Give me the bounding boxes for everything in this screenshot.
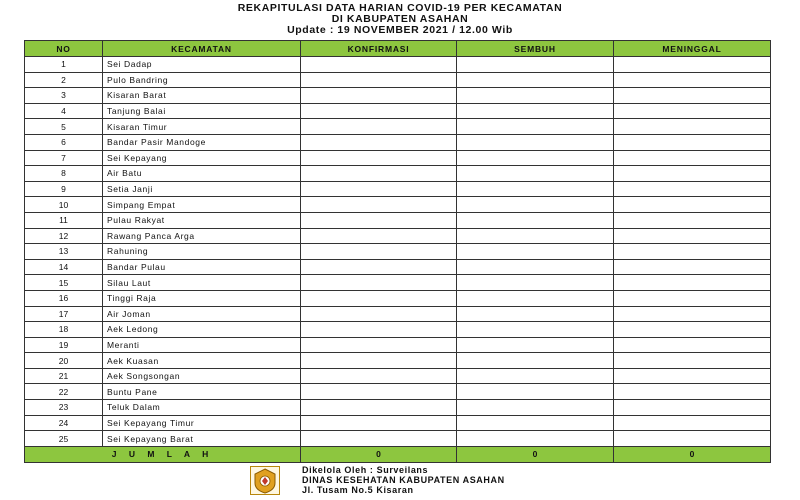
row-sembuh (457, 134, 614, 150)
row-meninggal (614, 57, 771, 73)
table-row (25, 306, 771, 322)
table-row (25, 197, 771, 213)
row-kecamatan: Bandar Pulau (103, 259, 301, 275)
table-row (25, 337, 771, 353)
row-sembuh (457, 353, 614, 369)
row-kecamatan: Setia Janji (103, 181, 301, 197)
row-konfirmasi (301, 290, 457, 306)
row-konfirmasi (301, 228, 457, 244)
row-no: 18 (25, 322, 103, 338)
row-konfirmasi (301, 197, 457, 213)
row-meninggal (614, 181, 771, 197)
row-sembuh (457, 72, 614, 88)
header-meninggal: MENINGGAL (614, 41, 771, 57)
total-sembuh: 0 (457, 446, 614, 462)
header-sembuh: SEMBUH (457, 41, 614, 57)
table-row (25, 275, 771, 291)
row-meninggal (614, 415, 771, 431)
row-konfirmasi (301, 88, 457, 104)
row-sembuh (457, 400, 614, 416)
row-konfirmasi (301, 275, 457, 291)
row-konfirmasi (301, 322, 457, 338)
row-meninggal (614, 290, 771, 306)
row-sembuh (457, 88, 614, 104)
row-kecamatan: Simpang Empat (103, 197, 301, 213)
row-no: 1 (25, 57, 103, 73)
row-meninggal (614, 368, 771, 384)
table-row (25, 290, 771, 306)
row-kecamatan: Sei Dadap (103, 57, 301, 73)
row-no: 11 (25, 212, 103, 228)
row-konfirmasi (301, 212, 457, 228)
row-kecamatan: Pulo Bandring (103, 72, 301, 88)
table-row (25, 119, 771, 135)
total-meninggal: 0 (614, 446, 771, 462)
row-kecamatan: Aek Ledong (103, 322, 301, 338)
row-meninggal (614, 400, 771, 416)
row-meninggal (614, 134, 771, 150)
row-meninggal (614, 72, 771, 88)
row-sembuh (457, 275, 614, 291)
row-sembuh (457, 119, 614, 135)
row-no: 22 (25, 384, 103, 400)
row-no: 6 (25, 134, 103, 150)
header-kecamatan: KECAMATAN (103, 41, 301, 57)
row-sembuh (457, 212, 614, 228)
row-no: 2 (25, 72, 103, 88)
row-konfirmasi (301, 134, 457, 150)
row-meninggal (614, 275, 771, 291)
row-kecamatan: Pulau Rakyat (103, 212, 301, 228)
footer-line-2: DINAS KESEHATAN KABUPATEN ASAHAN (302, 475, 505, 485)
header-no: NO (25, 41, 103, 57)
row-kecamatan: Bandar Pasir Mandoge (103, 134, 301, 150)
row-no: 16 (25, 290, 103, 306)
row-meninggal (614, 228, 771, 244)
row-sembuh (457, 337, 614, 353)
row-kecamatan: Tinggi Raja (103, 290, 301, 306)
row-konfirmasi (301, 244, 457, 260)
row-sembuh (457, 322, 614, 338)
row-no: 15 (25, 275, 103, 291)
table-row (25, 88, 771, 104)
table-header-row (25, 41, 771, 57)
row-konfirmasi (301, 353, 457, 369)
footer-text (302, 465, 505, 495)
table-row (25, 72, 771, 88)
row-sembuh (457, 384, 614, 400)
row-no: 3 (25, 88, 103, 104)
report-title (0, 3, 800, 36)
title-line-3: Update : 19 NOVEMBER 2021 / 12.00 Wib (287, 24, 513, 36)
row-konfirmasi (301, 384, 457, 400)
row-konfirmasi (301, 166, 457, 182)
title-line-1: REKAPITULASI DATA HARIAN COVID-19 PER KECAMATAN (237, 2, 563, 14)
row-meninggal (614, 103, 771, 119)
row-kecamatan: Silau Laut (103, 275, 301, 291)
row-meninggal (614, 322, 771, 338)
row-sembuh (457, 150, 614, 166)
footer-line-3: Jl. Tusam No.5 Kisaran (302, 485, 414, 495)
table-row (25, 259, 771, 275)
table-row (25, 384, 771, 400)
row-sembuh (457, 306, 614, 322)
table-row (25, 400, 771, 416)
row-no: 10 (25, 197, 103, 213)
row-no: 7 (25, 150, 103, 166)
row-konfirmasi (301, 259, 457, 275)
row-konfirmasi (301, 57, 457, 73)
row-no: 14 (25, 259, 103, 275)
row-konfirmasi (301, 415, 457, 431)
asahan-emblem-icon (250, 466, 280, 495)
row-kecamatan: Aek Kuasan (103, 353, 301, 369)
row-meninggal (614, 166, 771, 182)
table-row (25, 353, 771, 369)
row-meninggal (614, 353, 771, 369)
row-sembuh (457, 368, 614, 384)
row-kecamatan: Sei Kepayang Barat (103, 431, 301, 447)
row-konfirmasi (301, 150, 457, 166)
row-no: 13 (25, 244, 103, 260)
row-sembuh (457, 166, 614, 182)
row-no: 24 (25, 415, 103, 431)
row-sembuh (457, 244, 614, 260)
row-kecamatan: Rawang Panca Arga (103, 228, 301, 244)
row-sembuh (457, 290, 614, 306)
row-no: 20 (25, 353, 103, 369)
row-meninggal (614, 212, 771, 228)
table-row (25, 228, 771, 244)
table-row (25, 431, 771, 447)
row-sembuh (457, 103, 614, 119)
row-no: 23 (25, 400, 103, 416)
row-sembuh (457, 431, 614, 447)
row-kecamatan: Tanjung Balai (103, 103, 301, 119)
row-meninggal (614, 337, 771, 353)
row-kecamatan: Air Batu (103, 166, 301, 182)
total-row (25, 446, 771, 462)
row-meninggal (614, 384, 771, 400)
table-row (25, 181, 771, 197)
table-row (25, 244, 771, 260)
row-no: 19 (25, 337, 103, 353)
row-konfirmasi (301, 337, 457, 353)
row-no: 21 (25, 368, 103, 384)
row-meninggal (614, 88, 771, 104)
row-konfirmasi (301, 400, 457, 416)
row-kecamatan: Kisaran Timur (103, 119, 301, 135)
table-row (25, 150, 771, 166)
total-konfirmasi: 0 (301, 446, 457, 462)
table-row (25, 103, 771, 119)
row-no: 25 (25, 431, 103, 447)
row-no: 8 (25, 166, 103, 182)
row-meninggal (614, 306, 771, 322)
row-sembuh (457, 415, 614, 431)
row-sembuh (457, 197, 614, 213)
table-body (25, 57, 771, 447)
row-meninggal (614, 150, 771, 166)
table-row (25, 415, 771, 431)
row-kecamatan: Rahuning (103, 244, 301, 260)
row-sembuh (457, 259, 614, 275)
row-konfirmasi (301, 181, 457, 197)
covid-recap-table (24, 40, 771, 463)
header-konfirmasi: KONFIRMASI (301, 41, 457, 57)
row-no: 5 (25, 119, 103, 135)
row-meninggal (614, 119, 771, 135)
row-no: 4 (25, 103, 103, 119)
row-kecamatan: Sei Kepayang Timur (103, 415, 301, 431)
table-row (25, 134, 771, 150)
row-kecamatan: Teluk Dalam (103, 400, 301, 416)
row-konfirmasi (301, 119, 457, 135)
table-row (25, 368, 771, 384)
title-line-2: DI KABUPATEN ASAHAN (331, 13, 469, 25)
row-konfirmasi (301, 72, 457, 88)
row-no: 12 (25, 228, 103, 244)
row-kecamatan: Meranti (103, 337, 301, 353)
total-label: J U M L A H (25, 446, 301, 462)
table-row (25, 322, 771, 338)
row-kecamatan: Sei Kepayang (103, 150, 301, 166)
row-sembuh (457, 57, 614, 73)
row-meninggal (614, 259, 771, 275)
row-kecamatan: Buntu Pane (103, 384, 301, 400)
table-row (25, 166, 771, 182)
row-konfirmasi (301, 103, 457, 119)
table-row (25, 57, 771, 73)
row-no: 17 (25, 306, 103, 322)
row-meninggal (614, 197, 771, 213)
row-kecamatan: Kisaran Barat (103, 88, 301, 104)
row-kecamatan: Aek Songsongan (103, 368, 301, 384)
row-konfirmasi (301, 368, 457, 384)
row-sembuh (457, 228, 614, 244)
row-meninggal (614, 431, 771, 447)
row-kecamatan: Air Joman (103, 306, 301, 322)
footer-line-1: Dikelola Oleh : Surveilans (302, 465, 429, 475)
row-konfirmasi (301, 306, 457, 322)
row-konfirmasi (301, 431, 457, 447)
row-no: 9 (25, 181, 103, 197)
row-sembuh (457, 181, 614, 197)
table-row (25, 212, 771, 228)
row-meninggal (614, 244, 771, 260)
